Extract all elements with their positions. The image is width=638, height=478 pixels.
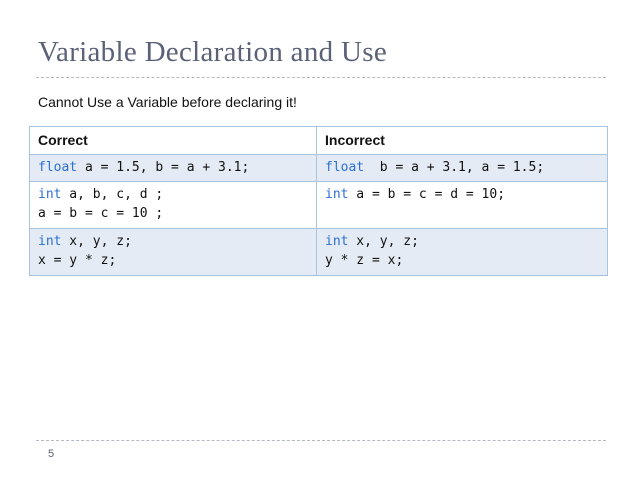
- table-header-row: [30, 127, 608, 155]
- table-row: [30, 182, 608, 229]
- code-text: a = b = c = 10 ;: [38, 206, 164, 221]
- code-line: [38, 158, 308, 177]
- correct-code-cell: [30, 182, 317, 229]
- slide-subtitle: Cannot Use a Variable before declaring it!: [38, 94, 297, 110]
- title-divider: [36, 77, 606, 78]
- code-line: [325, 185, 599, 204]
- table-row: [30, 229, 608, 276]
- code-text: x, y, z;: [348, 234, 419, 249]
- code-text: y * z = x;: [325, 253, 404, 268]
- header-incorrect: Incorrect: [317, 127, 608, 155]
- code-keyword: int: [38, 187, 62, 202]
- page-number: 5: [48, 448, 55, 460]
- code-line: [38, 232, 308, 251]
- code-text: a = 1.5, b = a + 3.1;: [77, 160, 250, 175]
- incorrect-code-cell: [317, 182, 608, 229]
- code-keyword: int: [325, 234, 349, 249]
- incorrect-code-cell: [317, 155, 608, 182]
- code-line: [325, 158, 599, 177]
- code-text: a = b = c = d = 10;: [348, 187, 506, 202]
- code-text: x = y * z;: [38, 253, 117, 268]
- correct-code-cell: [30, 155, 317, 182]
- code-keyword: int: [38, 234, 62, 249]
- header-correct: Correct: [30, 127, 317, 155]
- code-keyword: float: [38, 160, 78, 175]
- code-line: [38, 204, 308, 223]
- code-line: [38, 251, 308, 270]
- code-text: x, y, z;: [61, 234, 132, 249]
- table-row: [30, 155, 608, 182]
- code-line: [325, 232, 599, 251]
- slide-title: Variable Declaration and Use: [38, 36, 387, 68]
- code-keyword: float: [325, 160, 365, 175]
- comparison-table: [29, 126, 608, 276]
- code-line: [325, 251, 599, 270]
- correct-code-cell: [30, 229, 317, 276]
- code-keyword: int: [325, 187, 349, 202]
- code-text: a, b, c, d ;: [61, 187, 164, 202]
- footer-divider: [36, 440, 606, 441]
- code-line: [38, 185, 308, 204]
- incorrect-code-cell: [317, 229, 608, 276]
- code-text: b = a + 3.1, a = 1.5;: [364, 160, 545, 175]
